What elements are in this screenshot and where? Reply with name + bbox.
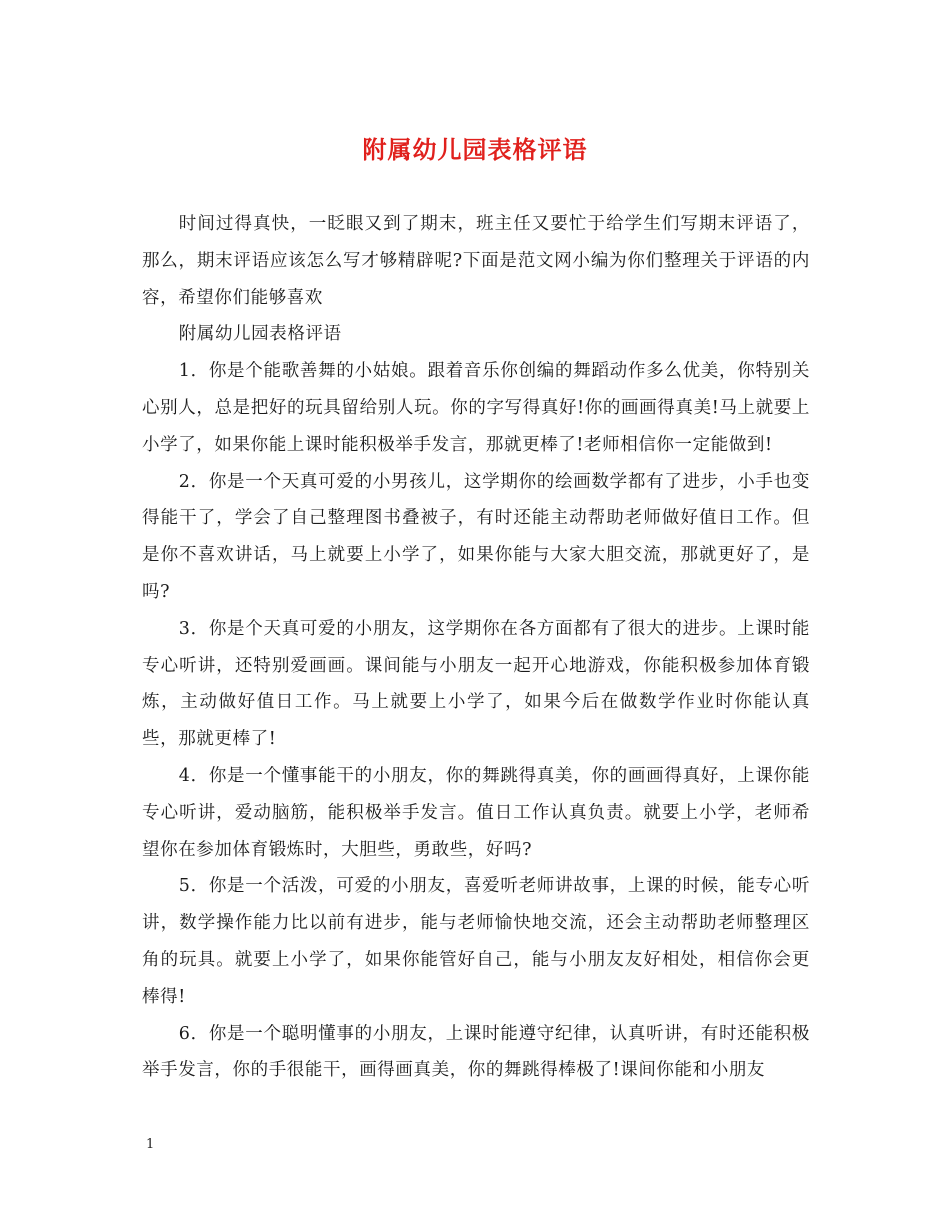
document-body	[142, 206, 810, 1089]
intro-paragraph: 时间过得真快，一眨眼又到了期末，班主任又要忙于给学生们写期末评语了，那么，期末评语应该怎么写才够精辟呢?下面是范文网小编为你们整理关于评语的内容，希望你们能够喜欢	[142, 214, 810, 308]
comment-paragraph-4: 4．你是一个懂事能干的小朋友，你的舞跳得真美，你的画画得真好，上课你能专心听讲，爱动脑筋，能积极举手发言。值日工作认真负责。就要上小学，老师希望你在参加体育锻炼时，大胆些，勇敢些，好吗?	[142, 765, 810, 860]
comment-paragraph-3: 3．你是个天真可爱的小朋友，这学期你在各方面都有了很大的进步。上课时能专心听讲，还特别爱画画。课间能与小朋友一起开心地游戏，你能积极参加体育锻炼，主动做好值日工作。马上就要上小学了，如果今后在做数学作业时你能认真些，那就更棒了!	[142, 618, 810, 750]
comment-paragraph-1: 1．你是个能歌善舞的小姑娘。跟着音乐你创编的舞蹈动作多么优美，你特别关心别人，总是把好的玩具留给别人玩。你的字写得真好!你的画画得真美!马上就要上小学了，如果你能上课时能积极举手发言，那就更棒了!老师相信你一定能做到!	[142, 361, 810, 455]
comment-paragraph-6: 6．你是一个聪明懂事的小朋友，上课时能遵守纪律，认真听讲，有时还能积极举手发言，你的手很能干，画得画真美，你的舞跳得棒极了!课间你能和小朋友	[142, 1023, 810, 1081]
comment-paragraph-5: 5．你是一个活泼，可爱的小朋友，喜爱听老师讲故事，上课的时候，能专心听讲，数学操作能力比以前有进步，能与老师愉快地交流，还会主动帮助老师整理区角的玩具。就要上小学了，如果你能管好自己，能与小朋友友好相处，相信你会更棒得!	[142, 876, 810, 1007]
page-number: 1	[146, 1137, 155, 1152]
document-title: 附属幼儿园表格评语	[362, 135, 588, 164]
section-heading: 附属幼儿园表格评语	[178, 324, 342, 345]
comment-paragraph-2: 2．你是一个天真可爱的小男孩儿，这学期你的绘画数学都有了进步，小手也变得能干了，学会了自己整理图书叠被子，有时还能主动帮助老师做好值日工作。但是你不喜欢讲话，马上就要上小学了，如果你能与大家大胆交流，那就更好了，是吗?	[142, 471, 810, 602]
